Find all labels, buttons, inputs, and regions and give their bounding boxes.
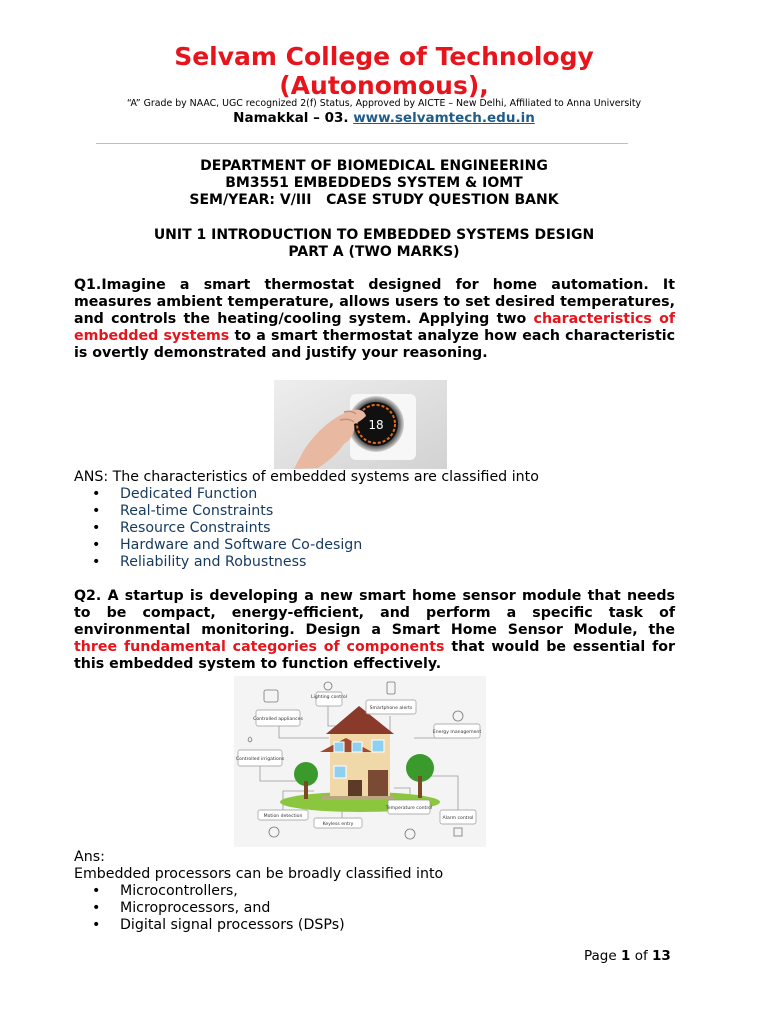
- diagram-label-smartphone: Smartphone alerts: [369, 706, 413, 711]
- list-item: • Hardware and Software Co-design: [92, 537, 363, 553]
- q1-text: Q1.Imagine a smart thermostat designed for home automation. It measures ambient temperature, allows users to set desired temperatures, and controls the heating/cooling system. Applying two: [74, 277, 675, 328]
- department-block: [0, 158, 748, 209]
- header-divider: [96, 143, 628, 144]
- smart-home-diagram: [234, 676, 486, 847]
- unit-heading: [0, 227, 748, 261]
- diagram-label-alarm: Alarm control: [442, 816, 474, 821]
- diagram-label-irrigation: Controlled irrigations: [235, 757, 285, 762]
- q2-answer-intro: Embedded processors can be broadly classified into: [74, 866, 444, 882]
- thermostat-image: [274, 380, 447, 469]
- department-name: DEPARTMENT OF BIOMEDICAL ENGINEERING: [200, 158, 548, 174]
- list-item: • Microcontrollers,: [92, 883, 238, 899]
- unit-title: UNIT 1 INTRODUCTION TO EMBEDDED SYSTEMS DESIGN: [153, 227, 595, 243]
- q2-text-end: that would be essential for this embedded system to function effectively.: [74, 639, 675, 673]
- diagram-label-lighting: Lighting control: [311, 695, 347, 700]
- diagram-label-energy: Energy management: [432, 730, 482, 735]
- college-name-line2: (Autonomous),: [279, 71, 489, 100]
- page-number: [584, 948, 671, 964]
- location-line: [0, 110, 768, 126]
- q2-answer-list: [74, 883, 345, 934]
- q2-answer-label: Ans:: [74, 849, 105, 865]
- q2-highlight: three fundamental categories of components: [74, 639, 445, 656]
- q1-answer-intro: ANS: The characteristics of embedded systems are classified into: [74, 469, 539, 485]
- part-title: PART A (TWO MARKS): [288, 244, 460, 260]
- diagram-label-motion: Motion detection: [263, 814, 303, 819]
- website-link[interactable]: www.selvamtech.edu.in: [353, 110, 535, 126]
- accreditation-line: “A” Grade by NAAC, UGC recognized 2(f) Status, Approved by AICTE – New Delhi, Affiliated to Anna University: [126, 98, 642, 109]
- list-item: • Real-time Constraints: [92, 503, 274, 519]
- diagram-label-temperature: Temperature control: [385, 806, 433, 811]
- list-item: • Reliability and Robustness: [92, 554, 307, 570]
- q1-text-end: to a smart thermostat analyze how each characteristic is overtly demonstrated and justify your reasoning.: [74, 328, 675, 362]
- course-code: BM3551 EMBEDDEDS SYSTEM & IOMT: [225, 175, 523, 191]
- q2-text: Q2. A startup is developing a new smart home sensor module that needs to be compact, energy-efficient, and perform a specific task of environmental monitoring. Design a Smart Home Sensor Module, the: [74, 588, 675, 639]
- of-word: of: [634, 948, 648, 964]
- list-item: • Dedicated Function: [92, 486, 258, 502]
- diagram-label-keyless: Keyless entry: [322, 822, 354, 827]
- list-item: • Resource Constraints: [92, 520, 271, 536]
- list-item: • Microprocessors, and: [92, 900, 271, 916]
- diagram-label-appliances: Controlled appliances: [253, 717, 303, 722]
- thermostat-display: 18: [368, 418, 384, 432]
- question-1: [74, 277, 675, 362]
- college-name-line1: Selvam College of Technology: [174, 42, 594, 71]
- question-2: [74, 588, 675, 673]
- q1-answer-list: [74, 486, 362, 571]
- list-item: • Digital signal processors (DSPs): [92, 917, 345, 933]
- current-page: 1: [620, 948, 631, 964]
- location-text: Namakkal – 03.: [233, 110, 349, 126]
- page-word: Page: [584, 948, 617, 964]
- q1-highlight: characteristics of embedded systems: [74, 311, 676, 345]
- sem-year: SEM/YEAR: V/III CASE STUDY QUESTION BANK: [189, 192, 559, 208]
- college-name: [0, 42, 768, 100]
- total-pages: 13: [652, 948, 671, 964]
